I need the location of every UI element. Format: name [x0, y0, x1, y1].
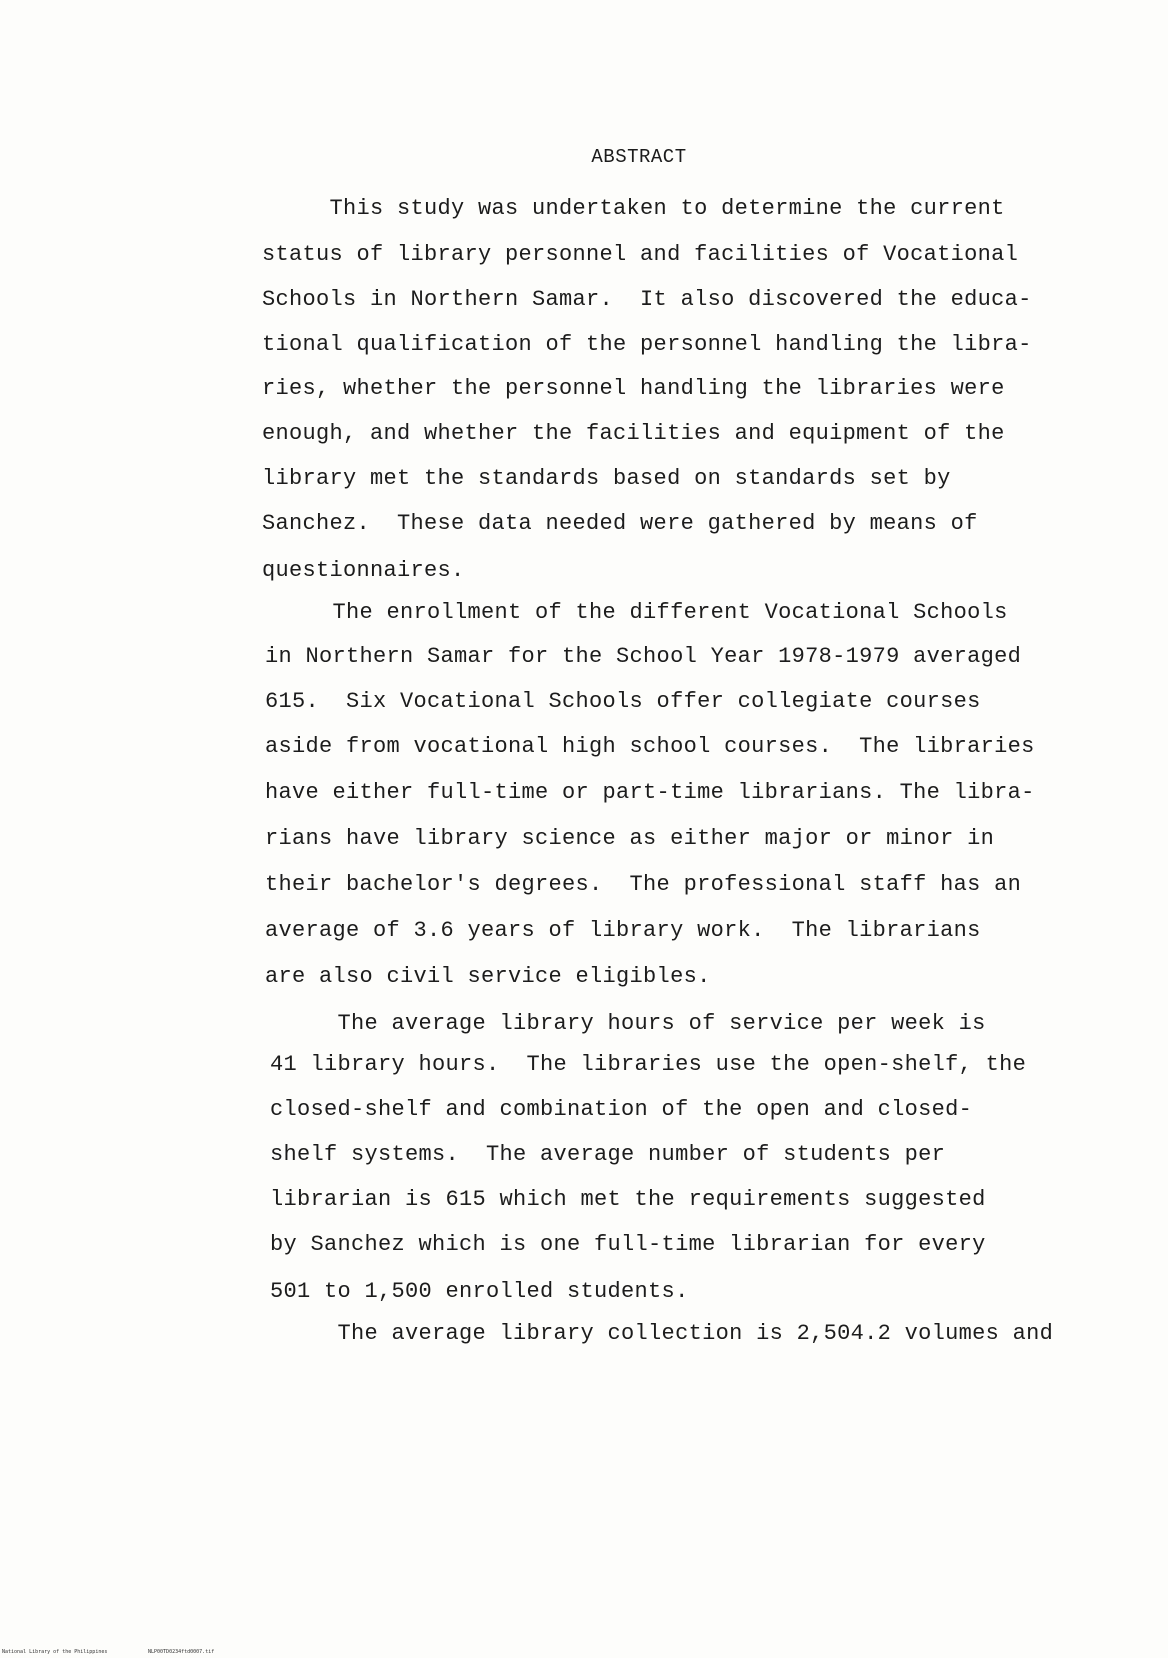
text-line: The enrollment of the different Vocational Schools: [265, 600, 1008, 625]
text-line: average of 3.6 years of library work. The librarians: [265, 918, 981, 943]
text-line: have either full-time or part-time librarians. The libra-: [265, 780, 1035, 805]
text-line: Schools in Northern Samar. It also discovered the educa-: [262, 287, 1032, 312]
text-line: are also civil service eligibles.: [265, 964, 711, 989]
text-line: status of library personnel and facilities of Vocational: [262, 242, 1019, 267]
text-line: This study was undertaken to determine the current: [262, 196, 1005, 221]
text-line: Sanchez. These data needed were gathered by means of: [262, 511, 978, 536]
text-line: enough, and whether the facilities and equipment of the: [262, 421, 1005, 446]
text-line: their bachelor's degrees. The professional staff has an: [265, 872, 1022, 897]
text-line: by Sanchez which is one full-time librarian for every: [270, 1232, 986, 1257]
text-line: closed-shelf and combination of the open and closed-: [270, 1097, 973, 1122]
page-title: ABSTRACT: [591, 146, 687, 168]
text-line: The average library collection is 2,504.2 volumes and: [270, 1321, 1054, 1346]
text-line: shelf systems. The average number of students per: [270, 1142, 946, 1167]
text-line: in Northern Samar for the School Year 1978-1979 averaged: [265, 644, 1022, 669]
text-line: tional qualification of the personnel handling the libra-: [262, 332, 1032, 357]
text-line: 41 library hours. The libraries use the open-shelf, the: [270, 1052, 1027, 1077]
text-line: aside from vocational high school courses. The libraries: [265, 734, 1035, 759]
text-line: ries, whether the personnel handling the libraries were: [262, 376, 1005, 401]
footer-file: NLP00TD0234ftd0007.tif: [148, 1649, 215, 1655]
text-line: librarian is 615 which met the requirements suggested: [270, 1187, 986, 1212]
text-line: rians have library science as either major or minor in: [265, 826, 995, 851]
text-line: The average library hours of service per week is: [270, 1011, 986, 1036]
text-line: 615. Six Vocational Schools offer collegiate courses: [265, 689, 981, 714]
text-line: library met the standards based on standards set by: [262, 466, 951, 491]
text-line: 501 to 1,500 enrolled students.: [270, 1279, 689, 1304]
text-line: questionnaires.: [262, 558, 465, 583]
footer-source: National Library of the Philippines: [2, 1649, 108, 1655]
